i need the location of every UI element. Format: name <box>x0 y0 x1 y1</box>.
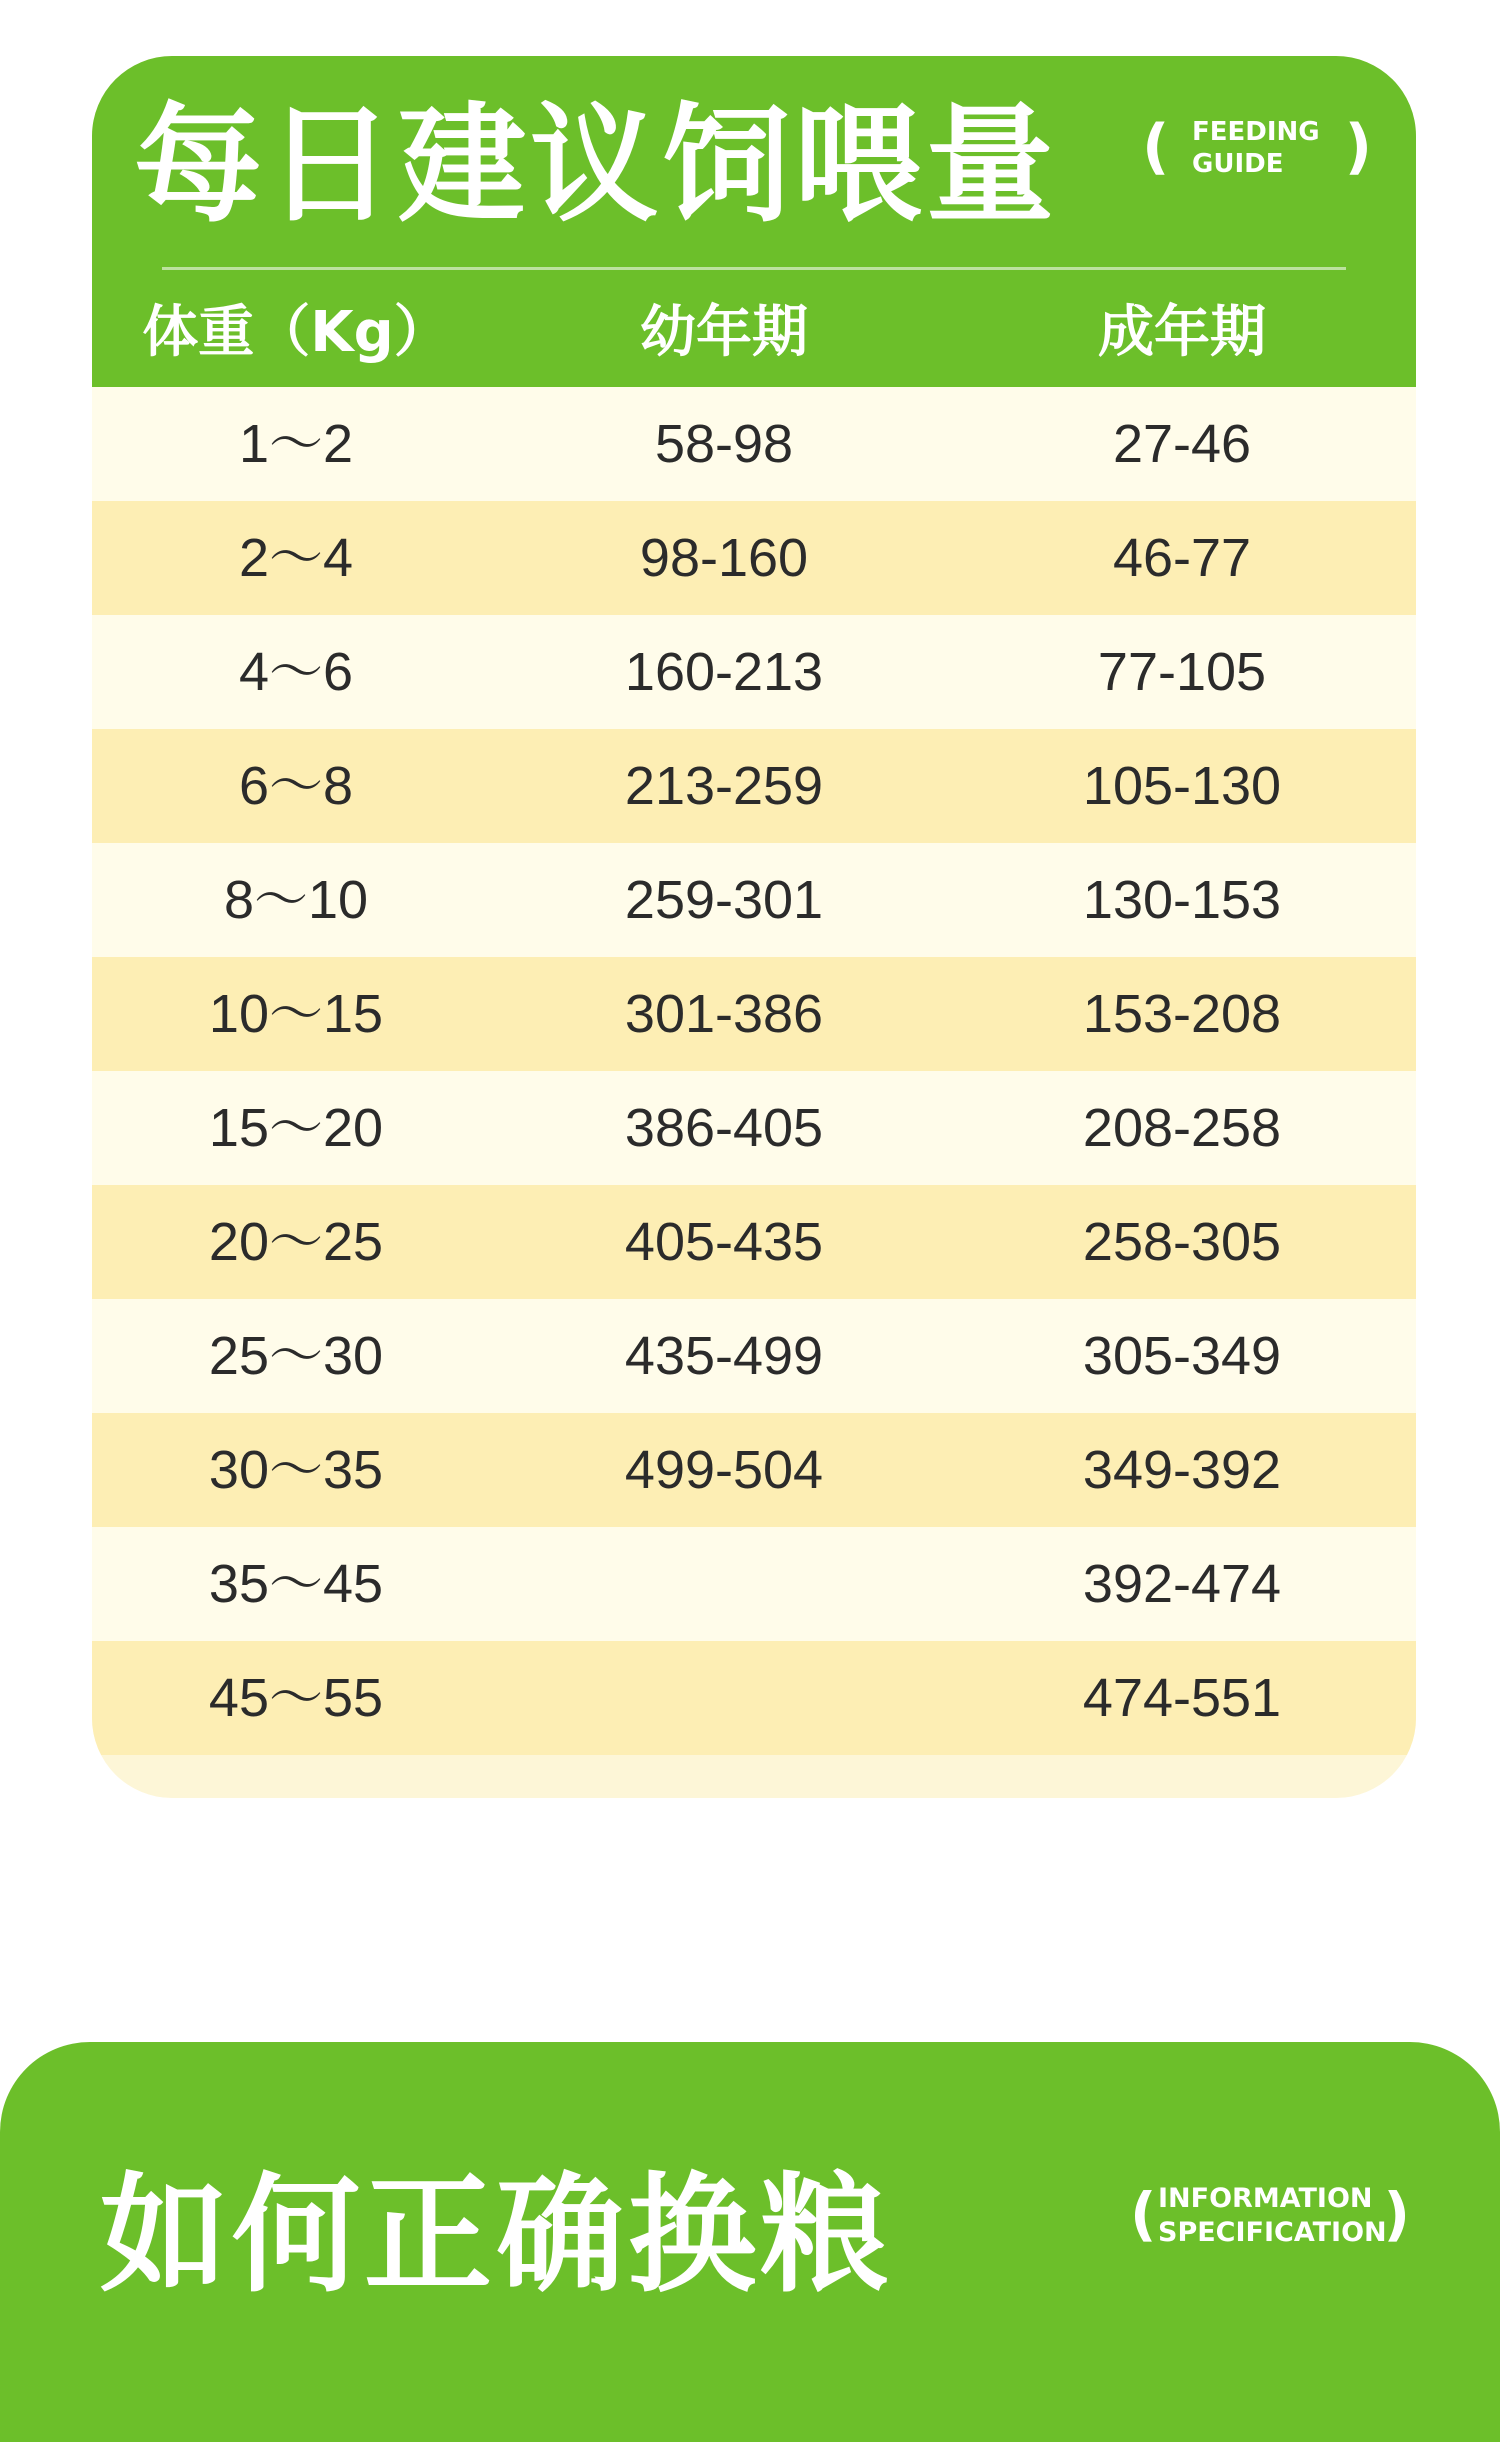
adult-amount-cell: 130-153 <box>1082 870 1282 930</box>
puppy-amount-cell <box>500 1527 948 1641</box>
weight-cell: 2～4 <box>238 528 354 588</box>
food-switching-card <box>0 2042 1500 2442</box>
table-row <box>92 1299 1416 1413</box>
adult-amount-cell: 27-46 <box>1112 414 1252 474</box>
table-row <box>92 1185 1416 1299</box>
feeding-guide-header <box>92 56 1416 387</box>
adult-amount-cell: 208-258 <box>1082 1098 1282 1158</box>
weight-cell: 1～2 <box>238 414 354 474</box>
table-header-row <box>92 278 1416 387</box>
puppy-amount-cell: 405-435 <box>624 1212 824 1272</box>
subtitle-close-paren: ) <box>1344 112 1372 182</box>
adult-amount-cell: 105-130 <box>1082 756 1282 816</box>
weight-cell: 45～55 <box>208 1668 384 1728</box>
adult-amount-cell: 153-208 <box>1082 984 1282 1044</box>
puppy-amount-cell: 435-499 <box>624 1326 824 1386</box>
column-header-adult: 成年期 <box>1098 300 1266 365</box>
subtitle-line: SPECIFICATION <box>1158 2217 1387 2248</box>
puppy-amount-cell: 301-386 <box>624 984 824 1044</box>
adult-amount-cell: 305-349 <box>1082 1326 1282 1386</box>
puppy-amount-cell: 58-98 <box>654 414 794 474</box>
adult-amount-cell: 392-474 <box>1082 1554 1282 1614</box>
food-switching-subtitle <box>1130 2174 1410 2254</box>
weight-cell: 35～45 <box>208 1554 384 1614</box>
puppy-amount-cell: 213-259 <box>624 756 824 816</box>
feeding-guide-title: 每日建议饲喂量 <box>134 91 1059 240</box>
column-header-weight: 体重（Kg） <box>142 300 450 365</box>
table-row <box>92 501 1416 615</box>
weight-cell: 8～10 <box>223 870 369 930</box>
table-row <box>92 1641 1416 1755</box>
subtitle-close-paren: ) <box>1383 2180 1410 2248</box>
table-row <box>92 957 1416 1071</box>
subtitle-open-paren: ( <box>1130 2180 1157 2248</box>
table-row <box>92 843 1416 957</box>
adult-amount-cell: 46-77 <box>1112 528 1252 588</box>
food-switching-title: 如何正确换粮 <box>100 2161 893 2310</box>
subtitle-line: INFORMATION <box>1158 2183 1373 2214</box>
puppy-amount-cell: 386-405 <box>624 1098 824 1158</box>
feeding-table-body <box>92 387 1416 1755</box>
puppy-amount-cell: 160-213 <box>624 642 824 702</box>
adult-amount-cell: 258-305 <box>1082 1212 1282 1272</box>
adult-amount-cell: 77-105 <box>1097 642 1267 702</box>
column-header-puppy: 幼年期 <box>640 300 808 365</box>
subtitle-line: GUIDE <box>1192 149 1284 179</box>
weight-cell: 30～35 <box>208 1440 384 1500</box>
puppy-amount-cell: 259-301 <box>624 870 824 930</box>
table-row <box>92 1527 1416 1641</box>
weight-cell: 4～6 <box>238 642 354 702</box>
table-row <box>92 387 1416 501</box>
puppy-amount-cell: 499-504 <box>624 1440 824 1500</box>
weight-cell: 25～30 <box>208 1326 384 1386</box>
weight-cell: 10～15 <box>208 984 384 1044</box>
adult-amount-cell: 474-551 <box>1082 1668 1282 1728</box>
subtitle-open-paren: ( <box>1142 112 1170 182</box>
table-row <box>92 1071 1416 1185</box>
weight-cell: 15～20 <box>208 1098 384 1158</box>
weight-cell: 6～8 <box>238 756 354 816</box>
subtitle-line: FEEDING <box>1192 117 1320 147</box>
puppy-amount-cell: 98-160 <box>639 528 809 588</box>
weight-cell: 20～25 <box>208 1212 384 1272</box>
feeding-guide-subtitle <box>1142 102 1372 192</box>
table-row <box>92 1413 1416 1527</box>
puppy-amount-cell <box>500 1641 948 1755</box>
table-row <box>92 729 1416 843</box>
feeding-guide-card <box>92 56 1416 1798</box>
header-divider <box>162 267 1346 270</box>
table-row <box>92 615 1416 729</box>
adult-amount-cell: 349-392 <box>1082 1440 1282 1500</box>
